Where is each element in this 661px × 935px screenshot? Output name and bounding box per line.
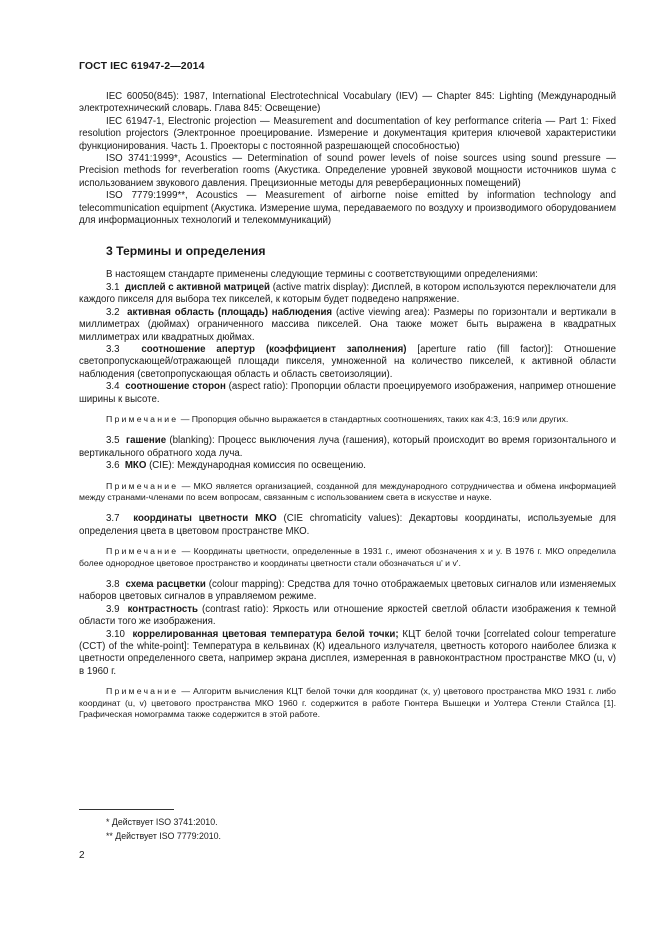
reference-item: IEC 61947-1, Electronic projection — Measurement and documentation of key performance criteria — Part 1: Fixed resolution projectors (Электронное проецирование. Измерение и документация критерия ключевой характеристики функционирования. Часть 1. Проекторы с постоянной разрешающей способностью) [79,115,616,152]
normative-references [79,91,616,227]
definition-number: 3.4 [106,381,120,393]
page-content [79,91,616,720]
note-label: Примечание [106,413,179,424]
definition-term: соотношение апертур (коэффициент заполнения) [141,343,407,355]
definition-term: МКО [124,460,147,472]
definition-term: контрастность [127,603,198,615]
definition-text: [aperture ratio (fill factor)]: Отношение светопропускающей/отражающей площади пикселя, умноженной на количество пикселей, к активной области наблюдения (светопропускающая область и область светоизоляции). [79,343,617,380]
note-text: — Пропорция обычно выражается в стандартных соотношениях, таких как 4:3, 16:9 или других. [178,413,569,424]
definition-text: (colour mapping): Средства для точно отображаемых цветовых сигналов или изменяемых наборов цветовых сигналов в управляемом режиме. [79,579,616,603]
definition-text: КЦТ белой точки [correlated colour temperature (CCT) of the white-point]: Температура в кельвинах (К) идеального излучателя, цветность которого наиболее близка к цветности определенного света, например экрана дисплея, измеренная в равноконтрастном пространстве МКО (u, v) в 1960 г. [79,628,616,677]
definition-text: (active matrix display): Дисплей, в котором используются переключатели для каждого пикселя для выбора тех пикселей, к которым будет подведено напряжение. [79,281,616,306]
definition-3-4 [79,381,616,406]
reference-item: IEC 60050(845): 1987, International Electrotechnical Vocabulary (IEV) — Chapter 845: Lighting (Международный электротехнический словарь. Глава 845: Освещение) [79,91,616,115]
definition-number: 3.10 [106,628,125,640]
definition-text: (contrast ratio): Яркость или отношение яркостей светлой области изображения к темной области того же изображения. [79,603,616,628]
definition-term: гашение [126,435,167,447]
definition-3-9 [79,604,616,629]
definition-3-2 [79,307,616,344]
definition-3-1 [79,282,616,307]
definition-text: (blanking): Процесс выключения луча (гашения), который происходит во время горизонтального и вертикального обратного хода луча. [79,435,616,459]
definition-term: активная область (площадь) наблюдения [127,306,333,318]
note-3-7 [79,546,616,569]
section-intro: В настоящем стандарте применены следующие термины с соответствующими определениями: [106,269,538,281]
definition-term: дисплей с активной матрицей [124,281,271,293]
definition-text: (CIE chromaticity values): Декартовы координаты, используемые для определения цвета в цветовом пространстве МКО. [79,513,616,537]
note-3-6 [79,481,616,504]
definition-number: 3.8 [106,579,120,590]
note-label: Примечание [106,480,179,491]
definition-3-5 [79,435,616,460]
footnote-divider [79,809,174,810]
definition-3-10 [79,629,616,679]
definition-term: схема расцветки [125,579,206,590]
definition-number: 3.5 [106,435,120,447]
definition-3-3 [79,344,616,381]
note-label: Примечание [106,686,179,697]
note-text: — Координаты цветности, определенные в 1931 г., имеют обозначения x и y. В 1976 г. МКО определила более однородное цветовое пространство и координаты цветности стали обозначаться u' и v'. [79,546,616,568]
footnotes [79,815,616,844]
definition-3-6 [79,460,616,472]
reference-item: ISO 7779:1999**, Acoustics — Measurement of airborne noise emitted by information technology and telecommunication equipment (Акустика. Измерение шума, передаваемого по воздуху и производимого оборудованием для информационных технологий и телекоммуникаций) [79,190,616,227]
definition-number: 3.1 [106,281,120,293]
note-label: Примечание [106,546,179,557]
definition-term: координаты цветности МКО [133,513,277,525]
note-3-4 [79,414,616,425]
definition-number: 3.9 [106,603,120,615]
definition-text: (active viewing area): Размеры по горизонтали и вертикали в миллиметрах (дюймах) ограниченного массива пикселей. Она также может быть выражена в квадратных миллиметрах или квадратных дюймах. [79,306,616,343]
footnote-item: * Действует ISO 3741:2010. [106,817,218,827]
note-text: — Алгоритм вычисления КЦТ белой точки для координат (x, y) цветового пространства МКО 1931 г. либо координат (u, v) цветового пространства МКО 1960 г. содержится в работе Гюнтера Вышецки и Уолтера Стенли Стайлса [1]. Графическая номограмма также содержится в этой работе. [79,686,616,720]
definition-3-7 [79,513,616,538]
section-title: 3 Термины и определения [106,244,266,259]
definition-number: 3.6 [106,460,120,472]
definition-term: соотношение сторон [125,381,226,393]
definition-3-8 [79,579,616,604]
document-header: ГОСТ IEC 61947-2—2014 [79,60,205,72]
page-number: 2 [79,850,85,861]
definition-number: 3.7 [106,513,120,525]
definition-number: 3.2 [106,306,120,318]
reference-item: ISO 3741:1999*, Acoustics — Determination of sound power levels of noise sources using sound pressure — Precision methods for reverberation rooms (Акустика. Определение уровней звуковой мощности источников шума с использованием звукового давления. Прецизионные методы для реверберационных помещений) [79,153,616,189]
definition-text: (aspect ratio): Пропорции области проецируемого изображения, например отношение ширины к высоте. [79,381,616,405]
definition-term: коррелированная цветовая температура белой точки; [132,628,399,640]
note-text: — МКО является организацией, созданной для международного сотрудничества и обмена информацией между странами-членами по всем вопросам, связанным с использованием света в искусстве и науке. [79,480,616,502]
definition-text: (CIE): Международная комиссия по освещению. [146,460,366,472]
definition-number: 3.3 [106,343,120,355]
note-3-10 [79,686,616,720]
footnote-item: ** Действует ISO 7779:2010. [106,831,221,842]
